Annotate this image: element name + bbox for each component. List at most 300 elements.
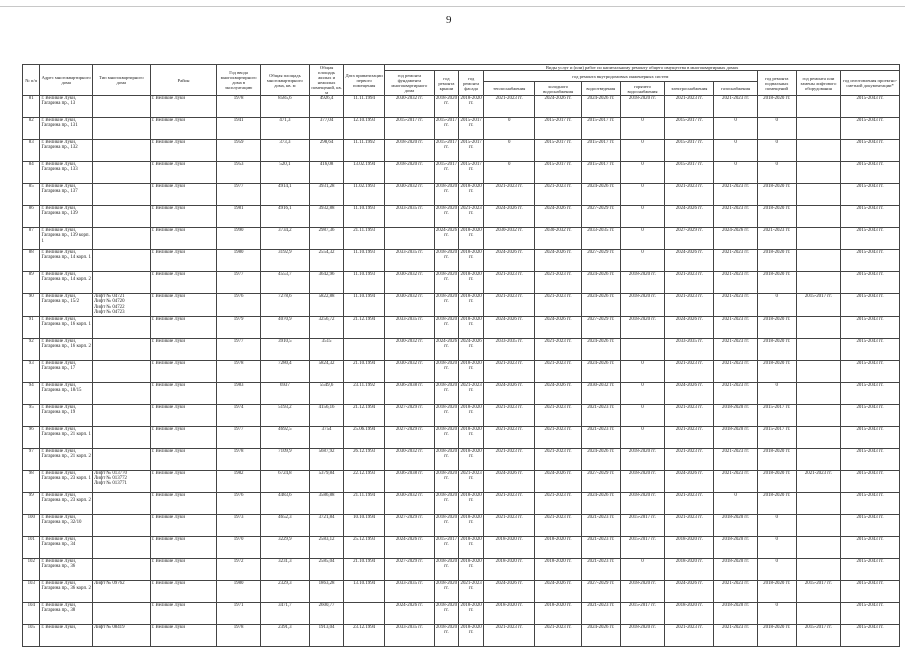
elec-cell: 2021-2023 гг. [665,448,714,470]
gas-cell: 2021-2023 гг. [714,184,757,206]
elec-cell: 2015-2017 гг. [665,140,714,162]
area-total-cell: 3229,9 [260,536,309,558]
header-facade: год ремонта фасада [459,71,484,96]
type-cell [92,250,150,272]
area-living-cell: 4926,4 [310,96,344,118]
row-number: 94 [23,382,40,404]
heat-cell: 2021-2023 гг. [483,514,534,536]
year-cell: 1970 [217,536,260,558]
gas-cell: 0 [714,140,757,162]
basement-cell: 0 [757,536,796,558]
sewer-cell: 2015-2017 гг. [581,162,620,184]
address-cell: г. Великие Луки, Гагарина пр., 21 корп. 1 [40,426,92,448]
table-row [23,426,900,448]
district-cell: г. Великие Луки [150,184,217,206]
lift-cell [796,382,840,404]
basement-cell: 2018-2020 гг. [757,448,796,470]
hot-cell: 0 [620,118,664,140]
facade-cell: 2018-2020 гг. [459,250,484,272]
area-total-cell: 3910,5 [260,338,309,360]
docs-cell: 2015-2043 гг. [841,294,900,317]
basement-cell: 0 [757,558,796,580]
address-cell: г. Великие Луки, Гагарина пр., 132 [40,140,92,162]
header-gas: газоснабжения [714,82,757,96]
table-row [23,382,900,404]
row-number: 99 [23,492,40,514]
area-living-cell: 298,64 [310,140,344,162]
area-living-cell: 5824,32 [310,360,344,382]
hot-cell: 2018-2020 гг. [620,580,664,602]
hot-cell: 0 [620,558,664,580]
priv-date-cell [344,338,385,360]
year-cell: 1982 [217,470,260,492]
priv-date-cell: 13.10.1994 [344,580,385,602]
elec-cell: 2024-2026 гг. [665,580,714,602]
cold-cell: 2015-2017 гг. [535,162,581,184]
elec-cell: 2027-2029 гг. [665,228,714,250]
basement-cell: 2018-2020 гг. [757,316,796,338]
year-cell: 1983 [217,382,260,404]
hot-cell: 2018-2020 гг. [620,294,664,317]
basement-cell: 2018-2020 гг. [757,624,796,646]
area-total-cell: 520,1 [260,162,309,184]
hot-cell: 0 [620,184,664,206]
district-cell: г. Великие Луки [150,580,217,602]
year-cell: 1977 [217,272,260,294]
cold-cell: 2021-2023 гг. [535,294,581,317]
lift-cell [796,162,840,184]
lift-cell [796,250,840,272]
table-row [23,96,900,118]
year-cell: 1976 [217,492,260,514]
header-address: Адрес многоквартирного дома [40,65,92,96]
cold-cell: 2024-2026 гг. [535,470,581,492]
table-row [23,294,900,317]
year-cell: 1978 [217,624,260,646]
priv-date-cell: 11.10.1993 [344,272,385,294]
basement-cell: 2018-2020 гг. [757,206,796,228]
docs-cell: 2015-2043 гг. [841,580,900,602]
area-living-cell: 3721,84 [310,514,344,536]
area-total-cell: 6724,8 [260,470,309,492]
year-cell: 1959 [217,140,260,162]
year-cell: 1978 [217,360,260,382]
hot-cell: 2015-2017 гг. [620,536,664,558]
hot-cell: 2018-2020 гг. [620,448,664,470]
cold-cell: 2018-2020 гг. [535,558,581,580]
table-row [23,228,900,250]
basement-cell: 2015-2017 гг. [757,404,796,426]
elec-cell: 2021-2023 гг. [665,514,714,536]
cold-cell: 2021-2023 гг. [535,624,581,646]
area-total-cell: 7109,9 [260,448,309,470]
foundation-cell: 2027-2029 гг. [385,426,434,448]
roof-cell: 2015-2017 гг. [434,140,459,162]
foundation-cell: 2033-2035 гг. [385,250,434,272]
hot-cell: 2015-2017 гг. [620,514,664,536]
lift-cell [796,316,840,338]
priv-date-cell: 21.12.1994 [344,316,385,338]
district-cell: г. Великие Луки [150,96,217,118]
row-number: 90 [23,294,40,317]
header-hot: горячего водоснабжения [620,82,664,96]
table-row [23,360,900,382]
docs-cell: 2015-2043 гг. [841,426,900,448]
roof-cell: 2018-2020 гг. [434,250,459,272]
roof-cell: 2018-2020 гг. [434,294,459,317]
gas-cell: 2021-2023 гг. [714,624,757,646]
address-cell: г. Великие Луки, Гагарина пр., 23 корп. 1 [40,470,92,492]
year-cell: 1973 [217,514,260,536]
header-roof: год ремонта крыши [434,71,459,96]
elec-cell: 2021-2023 гг. [665,96,714,118]
docs-cell: 2015-2043 гг. [841,140,900,162]
area-total-cell: 4070,9 [260,316,309,338]
lift-cell [796,272,840,294]
sewer-cell: 2021-2023 гг. [581,602,620,624]
facade-cell: 2018-2020 гг. [459,228,484,250]
district-cell: г. Великие Луки [150,118,217,140]
table-row [23,250,900,272]
row-number: 81 [23,96,40,118]
foundation-cell: 2036-2038 гг. [385,382,434,404]
type-cell [92,184,150,206]
hot-cell: 0 [620,426,664,448]
docs-cell: 2015-2043 гг. [841,250,900,272]
area-living-cell: 2583,12 [310,536,344,558]
elec-cell: 2021-2023 гг. [665,294,714,317]
priv-date-cell: 21.10.1994 [344,558,385,580]
cold-cell: 2024-2026 гг. [535,382,581,404]
heat-cell: 2024-2026 гг. [483,470,534,492]
facade-cell: 2018-2020 гг. [459,294,484,317]
area-living-cell: 377,04 [310,118,344,140]
elec-cell: 2024-2026 гг. [665,206,714,228]
gas-cell: 0 [714,162,757,184]
gas-cell: 2021-2023 гг. [714,316,757,338]
type-cell: Лифт № 08419 [92,624,150,646]
year-cell: 1976 [217,294,260,317]
row-number: 92 [23,338,40,360]
elec-cell: 2015-2017 гг. [665,118,714,140]
sewer-cell: 2033-2035 гг. [581,228,620,250]
sewer-cell: 2021-2023 гг. [581,514,620,536]
area-total-cell: 3734,2 [260,228,309,250]
priv-date-cell: 22.12.1993 [344,470,385,492]
area-living-cell: 3586,88 [310,492,344,514]
foundation-cell: 2030-2032 гг. [385,272,434,294]
lift-cell [796,338,840,360]
year-cell: 1981 [217,206,260,228]
table-row [23,316,900,338]
type-cell [92,514,150,536]
type-cell: Лифт № 04721 Лифт № 04720 Лифт № 04722 Лифт № 04723 [92,294,150,317]
docs-cell: 2015-2043 гг. [841,536,900,558]
page-number: 9 [446,14,452,26]
type-cell [92,228,150,250]
type-cell [92,162,150,184]
sewer-cell: 2015-2017 гг. [581,118,620,140]
hot-cell: 2015-2017 гг. [620,602,664,624]
docs-cell: 2015-2043 гг. [841,272,900,294]
area-total-cell: 3231,3 [260,558,309,580]
area-total-cell: 8585,6 [260,96,309,118]
area-total-cell: 4692,5 [260,426,309,448]
basement-cell: 0 [757,514,796,536]
lift-cell [796,206,840,228]
basement-cell: 0 [757,602,796,624]
lift-cell [796,118,840,140]
cold-cell: 2021-2023 гг. [535,448,581,470]
basement-cell: 0 [757,140,796,162]
lift-cell: 2021-2023 гг. [796,470,840,492]
cold-cell: 2021-2023 гг. [535,514,581,536]
area-total-cell: 3192,9 [260,250,309,272]
gas-cell: 2021-2023 гг. [714,470,757,492]
hot-cell: 2018-2020 гг. [620,470,664,492]
row-number: 100 [23,514,40,536]
basement-cell: 2018-2020 гг. [757,272,796,294]
heat-cell: 2024-2026 гг. [483,382,534,404]
priv-date-cell: 25.06.1994 [344,426,385,448]
gas-cell: 2018-2020 гг. [714,558,757,580]
year-cell: 1979 [217,316,260,338]
address-cell: г. Великие Луки, Гагарина пр., 18/15 [40,382,92,404]
basement-cell: 2018-2020 гг. [757,250,796,272]
district-cell: г. Великие Луки [150,206,217,228]
heat-cell: 2018-2020 гг. [483,536,534,558]
elec-cell: 2024-2026 гг. [665,250,714,272]
basement-cell: 2018-2020 гг. [757,184,796,206]
basement-cell: 2018-2020 гг. [757,492,796,514]
district-cell: г. Великие Луки [150,228,217,250]
table-row [23,140,900,162]
type-cell [92,338,150,360]
row-number: 102 [23,558,40,580]
basement-cell: 2015-2017 гг. [757,426,796,448]
table-row [23,514,900,536]
header-district: Район [150,65,217,96]
heat-cell: 2021-2023 гг. [483,96,534,118]
area-living-cell: 2600,77 [310,602,344,624]
roof-cell: 2018-2020 гг. [434,602,459,624]
address-cell: г. Великие Луки, Гагарина пр., 14 корп. 2 [40,272,92,294]
hot-cell: 0 [620,360,664,382]
sewer-cell: 2027-2029 гг. [581,250,620,272]
heat-cell: 2021-2023 гг. [483,294,534,317]
foundation-cell: 2030-2032 гг. [385,294,434,317]
priv-date-cell [344,602,385,624]
heat-cell: 0 [483,162,534,184]
header-lift: год ремонта или замены лифтового оборудования [796,71,840,96]
foundation-cell: 2018-2020 гг. [385,140,434,162]
docs-cell: 2015-2043 гг. [841,184,900,206]
gas-cell: 2021-2023 гг. [714,206,757,228]
year-cell: 1990 [217,228,260,250]
cold-cell: 2021-2023 гг. [535,184,581,206]
facade-cell: 2021-2023 гг. [459,206,484,228]
basement-cell: 2018-2020 гг. [757,96,796,118]
address-cell: г. Великие Луки, Гагарина пр., 23 корп. 2 [40,492,92,514]
elec-cell: 2021-2023 гг. [665,492,714,514]
cold-cell: 2024-2026 гг. [535,316,581,338]
roof-cell: 2018-2020 гг. [434,206,459,228]
area-total-cell: 4483,6 [260,492,309,514]
priv-date-cell: 11.11.1992 [344,140,385,162]
basement-cell: 2018-2020 гг. [757,580,796,602]
cold-cell: 2024-2026 гг. [535,250,581,272]
sewer-cell: 2015-2017 гг. [581,140,620,162]
table-row [23,558,900,580]
gas-cell: 0 [714,118,757,140]
district-cell: г. Великие Луки [150,250,217,272]
gas-cell: 2021-2023 гг. [714,338,757,360]
lift-cell [796,140,840,162]
area-total-cell: 2391,3 [260,624,309,646]
sewer-cell: 2021-2023 гг. [581,558,620,580]
heat-cell: 2021-2023 гг. [483,624,534,646]
sewer-cell: 2024-2026 гг. [581,624,620,646]
address-cell: г. Великие Луки, Гагарина пр., 36 корп. 2 [40,580,92,602]
table-row [23,580,900,602]
priv-date-cell: 11.02.1993 [344,184,385,206]
area-total-cell: 5193,2 [260,404,309,426]
cold-cell: 2018-2020 гг. [535,536,581,558]
area-total-cell: 6937 [260,382,309,404]
table-row [23,536,900,558]
hot-cell: 0 [620,162,664,184]
facade-cell: 2015-2017 гг. [459,118,484,140]
cold-cell: 2021-2023 гг. [535,492,581,514]
basement-cell: 2018-2020 гг. [757,338,796,360]
heat-cell: 2018-2020 гг. [483,558,534,580]
row-number: 96 [23,426,40,448]
lift-cell [796,360,840,382]
capital-repair-table [22,64,900,647]
district-cell: г. Великие Луки [150,162,217,184]
hot-cell [620,338,664,360]
header-year: Год ввода многоквартирного дома в эксплуатацию [217,65,260,96]
priv-date-cell: 11.10.1993 [344,206,385,228]
address-cell: г. Великие Луки, Гагарина пр., 131 [40,118,92,140]
lift-cell [796,514,840,536]
heat-cell: 2030-2032 гг. [483,228,534,250]
foundation-cell: 2033-2035 гг. [385,206,434,228]
docs-cell: 2015-2043 гг. [841,470,900,492]
header-foundation: год ремонта фундамента многоквартирного дома [385,71,434,96]
facade-cell: 2021-2023 гг. [459,382,484,404]
row-number: 97 [23,448,40,470]
gas-cell: 2021-2023 гг. [714,448,757,470]
address-cell: г. Великие Луки, [40,624,92,646]
priv-date-cell: 23.12.1994 [344,624,385,646]
roof-cell: 2018-2020 гг. [434,316,459,338]
year-cell: 1980 [217,250,260,272]
docs-cell: 2015-2043 гг. [841,492,900,514]
lift-cell [796,492,840,514]
table-row [23,162,900,184]
basement-cell: 0 [757,162,796,184]
gas-cell: 2018-2020 гг. [714,602,757,624]
lift-cell: 2015-2017 гг. [796,624,840,646]
cold-cell: 2021-2023 гг. [535,404,581,426]
type-cell [92,492,150,514]
hot-cell: 2018-2020 гг. [620,96,664,118]
heat-cell: 2021-2023 гг. [483,184,534,206]
area-living-cell: 1913,04 [310,624,344,646]
cold-cell: 2024-2026 гг. [535,206,581,228]
type-cell: Лифт № 09762 [92,580,150,602]
year-cell: 1978 [217,448,260,470]
sewer-cell: 2024-2026 гг. [581,492,620,514]
cold-cell: 2021-2023 гг. [535,272,581,294]
roof-cell: 2015-2017 гг. [434,162,459,184]
lift-cell [796,96,840,118]
year-cell: 1972 [217,558,260,580]
cold-cell: 2015-2017 гг. [535,140,581,162]
row-number: 85 [23,184,40,206]
facade-cell: 2018-2020 гг. [459,426,484,448]
gas-cell: 2018-2020 гг. [714,514,757,536]
address-cell: г. Великие Луки, Гагарина пр., 137 [40,184,92,206]
header-num: № п/п [23,65,40,96]
docs-cell: 2015-2043 гг. [841,118,900,140]
facade-cell: 2018-2020 гг. [459,404,484,426]
basement-cell: 2018-2020 гг. [757,360,796,382]
row-number: 95 [23,404,40,426]
gas-cell: 2021-2023 гг. [714,580,757,602]
area-living-cell: 5549,6 [310,382,344,404]
lift-cell [796,228,840,250]
roof-cell: 2018-2020 гг. [434,360,459,382]
docs-cell: 2015-2043 гг. [841,404,900,426]
row-number: 89 [23,272,40,294]
header-priv-date: Дата приватизации первого помещения [344,65,385,96]
address-cell: г. Великие Луки, Гагарина пр., 19 [40,404,92,426]
row-number: 88 [23,250,40,272]
priv-date-cell: 12.10.1993 [344,118,385,140]
area-living-cell: 3515 [310,338,344,360]
heat-cell: 2024-2026 гг. [483,206,534,228]
header-area-total: Общая площадь многоквартирного дома, кв. м [260,65,309,96]
hot-cell: 0 [620,404,664,426]
roof-cell: 2024-2026 гг. [434,338,459,360]
table-row [23,470,900,492]
basement-cell: 2021-2023 гг. [757,228,796,250]
area-total-cell: 4553,7 [260,272,309,294]
table-row [23,272,900,294]
sewer-cell: 2021-2023 гг. [581,536,620,558]
year-cell: 1977 [217,426,260,448]
foundation-cell: 2033-2035 гг. [385,580,434,602]
district-cell: г. Великие Луки [150,382,217,404]
top-divider [0,6,905,7]
hot-cell: 0 [620,140,664,162]
facade-cell: 2018-2020 гг. [459,602,484,624]
year-cell: 1974 [217,404,260,426]
facade-cell: 2021-2023 гг. [459,580,484,602]
address-cell: г. Великие Луки, Гагарина пр., 17 [40,360,92,382]
elec-cell: 2018-2020 гг. [665,536,714,558]
table-row [23,338,900,360]
foundation-cell: 2024-2026 гг. [385,602,434,624]
area-living-cell: 416,08 [310,162,344,184]
docs-cell: 2015-2043 гг. [841,602,900,624]
row-number: 86 [23,206,40,228]
priv-date-cell: 21.12.1994 [344,404,385,426]
sewer-cell: 2024-2026 гг. [581,338,620,360]
address-cell: г. Великие Луки, Гагарина пр., 13 [40,96,92,118]
